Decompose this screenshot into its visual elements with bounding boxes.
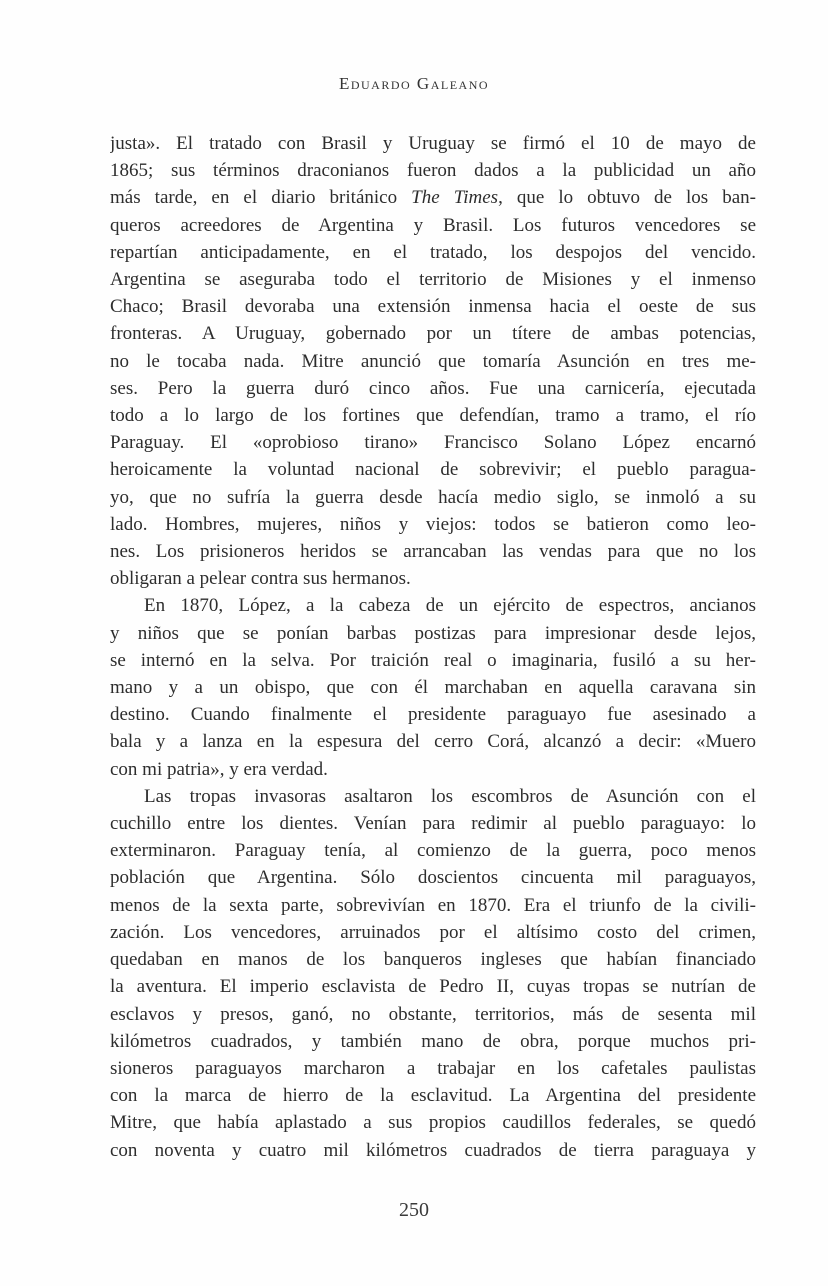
text-line: todo a lo largo de los fortines que defendían, tramo a tramo, el río — [110, 405, 756, 427]
text-line: con mi patria», y era verdad. — [110, 758, 328, 780]
text-line: yo, que no sufría la guerra desde hacía medio siglo, se inmoló a su — [110, 486, 756, 508]
text-line: quedaban en manos de los banqueros ingleses que habían financiado — [110, 949, 756, 971]
text-line: obligaran a pelear contra sus hermanos. — [110, 568, 411, 590]
text-line: esclavos y presos, ganó, no obstante, territorios, más de sesenta mil — [110, 1003, 756, 1025]
text-line: con la marca de hierro de la esclavitud. La Argentina del presidente — [110, 1085, 756, 1107]
text-line: no le tocaba nada. Mitre anunció que tomaría Asunción en tres me- — [110, 350, 756, 372]
text-line: heroicamente la voluntad nacional de sobrevivir; el pueblo paragua- — [110, 459, 756, 481]
text-line: Argentina se aseguraba todo el territorio de Misiones y el inmenso — [110, 269, 756, 291]
text-line: mano y a un obispo, que con él marchaban en aquella caravana sin — [110, 677, 756, 699]
body-text — [110, 130, 756, 1164]
text-line: destino. Cuando finalmente el presidente paraguayo fue asesinado a — [110, 704, 756, 726]
paragraph — [110, 130, 756, 592]
text-line: Mitre, que había aplastado a sus propios caudillos federales, se quedó — [110, 1112, 756, 1134]
text-line: fronteras. A Uruguay, gobernado por un títere de ambas potencias, — [110, 323, 756, 345]
text-line: y niños que se ponían barbas postizas para impresionar desde lejos, — [110, 622, 756, 644]
text-line: la aventura. El imperio esclavista de Pedro II, cuyas tropas se nutrían de — [110, 976, 756, 998]
text-line: Las tropas invasoras asaltaron los escombros de Asunción con el — [144, 785, 756, 807]
running-header: Eduardo Galeano — [338, 74, 490, 93]
text-line: queros acreedores de Argentina y Brasil. Los futuros vencedores se — [110, 214, 756, 236]
paragraph — [110, 592, 756, 782]
text-line: zación. Los vencedores, arruinados por el altísimo costo del crimen, — [110, 921, 756, 943]
page-number: 250 — [399, 1199, 429, 1221]
text-line: población que Argentina. Sólo doscientos cincuenta mil paraguayos, — [110, 867, 756, 889]
text-line: kilómetros cuadrados, y también mano de obra, porque muchos pri- — [110, 1030, 756, 1052]
text-line: bala y a lanza en la espesura del cerro Corá, alcanzó a decir: «Muero — [110, 731, 756, 753]
text-line: justa». El tratado con Brasil y Uruguay se firmó el 10 de mayo de — [110, 133, 756, 154]
text-line: Chaco; Brasil devoraba una extensión inmensa hacia el oeste de sus — [110, 296, 756, 318]
text-line: con noventa y cuatro mil kilómetros cuadrados de tierra paraguaya y — [110, 1139, 756, 1161]
text-line: En 1870, López, a la cabeza de un ejército de espectros, ancianos — [144, 595, 756, 617]
text-line: exterminaron. Paraguay tenía, al comienzo de la guerra, poco menos — [110, 840, 756, 862]
text-line: menos de la sexta parte, sobrevivían en 1870. Era el triunfo de la civili- — [110, 894, 756, 916]
text-line: repartían anticipadamente, en el tratado, los despojos del vencido. — [110, 241, 756, 263]
text-line: sioneros paraguayos marcharon a trabajar en los cafetales paulistas — [110, 1057, 756, 1079]
text-line: 1865; sus términos draconianos fueron dados a la publicidad un año — [110, 160, 756, 182]
text-line: lado. Hombres, mujeres, niños y viejos: todos se batieron como leo- — [110, 513, 756, 535]
text-line: más tarde, en el diario británico The Times, que lo obtuvo de los ban- — [110, 187, 756, 209]
text-line: cuchillo entre los dientes. Venían para redimir al pueblo paraguayo: lo — [110, 813, 756, 835]
text-line: se internó en la selva. Por traición real o imaginaria, fusiló a su her- — [110, 649, 756, 671]
text-line: nes. Los prisioneros heridos se arrancaban las vendas para que no los — [110, 541, 756, 563]
text-line: Paraguay. El «oprobioso tirano» Francisco Solano López encarnó — [110, 432, 756, 454]
text-line: ses. Pero la guerra duró cinco años. Fue una carnicería, ejecutada — [110, 377, 756, 399]
paragraph — [110, 783, 756, 1164]
